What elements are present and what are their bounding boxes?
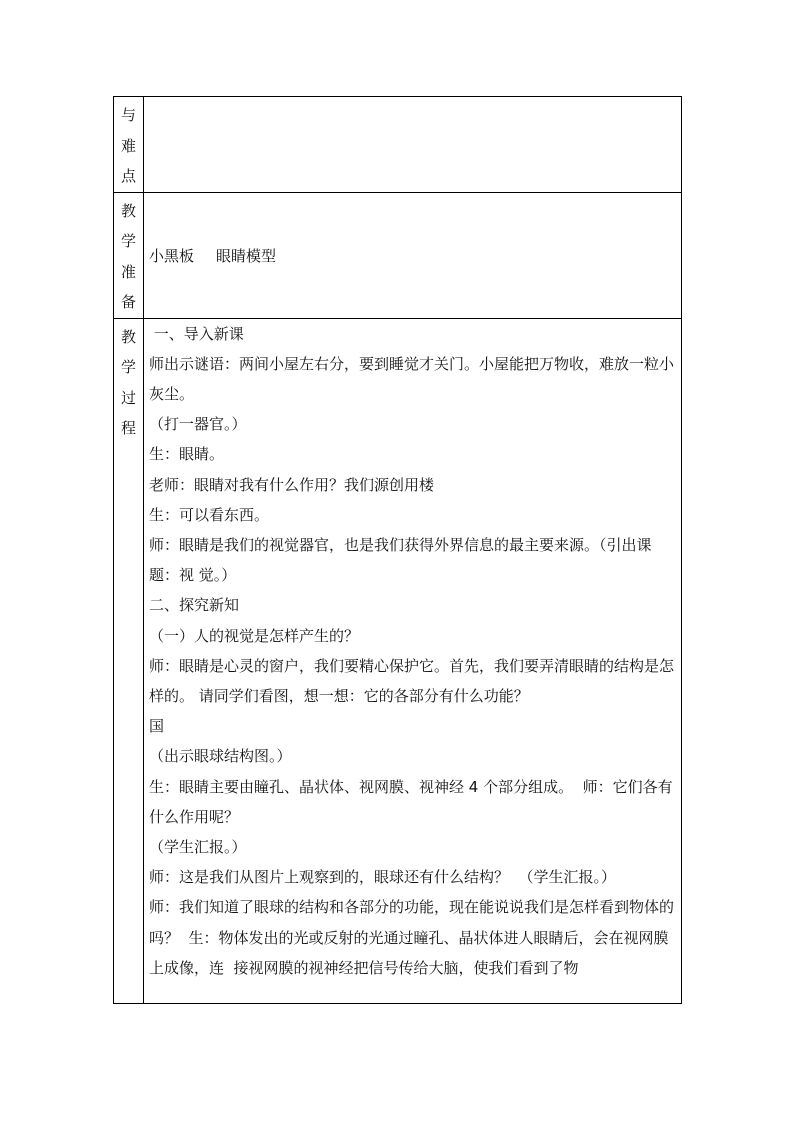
table-row-teaching-process	[114, 318, 682, 1003]
paragraph: 师：眼睛是我们的视觉器官，也是我们获得外界信息的最主要来源。（引出课题：视 觉。）	[149, 535, 652, 585]
label-char: 备	[120, 293, 136, 311]
label-char: 教	[120, 327, 136, 346]
label-char: 学	[120, 232, 136, 250]
paragraph: 师：我们知道了眼球的结构和各部分的功能，现在能说说我们是怎样看到物体的吗？ 生：物体发出的光或反射的光通过瞳孔、晶状体进人眼睛后，会在视网膜上成像，连 接视网膜的视神经把信号传给大脑，使我们看到了物	[149, 898, 675, 977]
paragraph: 师出示谜语：两间小屋左右分，要到睡觉才关门。小屋能把万物收，难放一粒小灰尘。	[149, 354, 675, 403]
paragraph: （打一器官。）	[149, 415, 247, 434]
table-row-key-difficult-points	[114, 97, 682, 193]
section-heading: 一、导入新课	[149, 324, 244, 343]
process-content-cell	[144, 318, 682, 1003]
label-char: 教	[120, 201, 136, 220]
paragraph: 老师：眼睛对我有什么作用？我们源创用楼	[149, 475, 435, 494]
label-char: 过	[120, 388, 136, 407]
paragraph: （学生汇报。）	[149, 837, 247, 856]
paragraph: 师：这是我们从图片上观察到的，眼球还有什么结构？ （学生汇报。）	[149, 868, 617, 887]
paragraph: 生：眼睛。	[149, 445, 225, 464]
subsection-heading: （一）人的视觉是怎样产生的？	[149, 626, 360, 645]
paragraph: 生：眼睛主要由瞳孔、晶状体、视网膜、视神经 4 个部分组成。 师：它们各有什么作用呢？	[149, 777, 673, 826]
material-item: 小黑板	[149, 246, 195, 265]
row-label-cell	[114, 318, 144, 1003]
materials-cell	[144, 192, 682, 318]
content-cell-empty	[144, 97, 682, 193]
row-label-cell	[114, 97, 144, 193]
section-heading: 二、探究新知	[149, 596, 240, 615]
paragraph: 国	[149, 717, 165, 736]
paragraph: （出示眼球结构图。）	[149, 747, 292, 766]
material-item: 眼睛模型	[216, 246, 277, 265]
label-char: 与	[120, 106, 136, 124]
lesson-plan-table	[113, 96, 682, 1004]
paragraph: 生：可以看东西。	[149, 505, 270, 524]
label-char: 点	[120, 167, 136, 185]
paragraph: 师：眼睛是心灵的窗户，我们要精心保护它。首先，我们要弄清眼睛的结构是怎样的。 请同学们看图，想一想：它的各部分有什么功能？	[149, 656, 675, 705]
row-label-cell	[114, 192, 144, 318]
label-char: 难	[120, 136, 136, 155]
table-row-teaching-preparation	[114, 192, 682, 318]
label-char: 准	[120, 262, 136, 281]
label-char: 程	[120, 419, 136, 437]
label-char: 学	[120, 358, 136, 376]
